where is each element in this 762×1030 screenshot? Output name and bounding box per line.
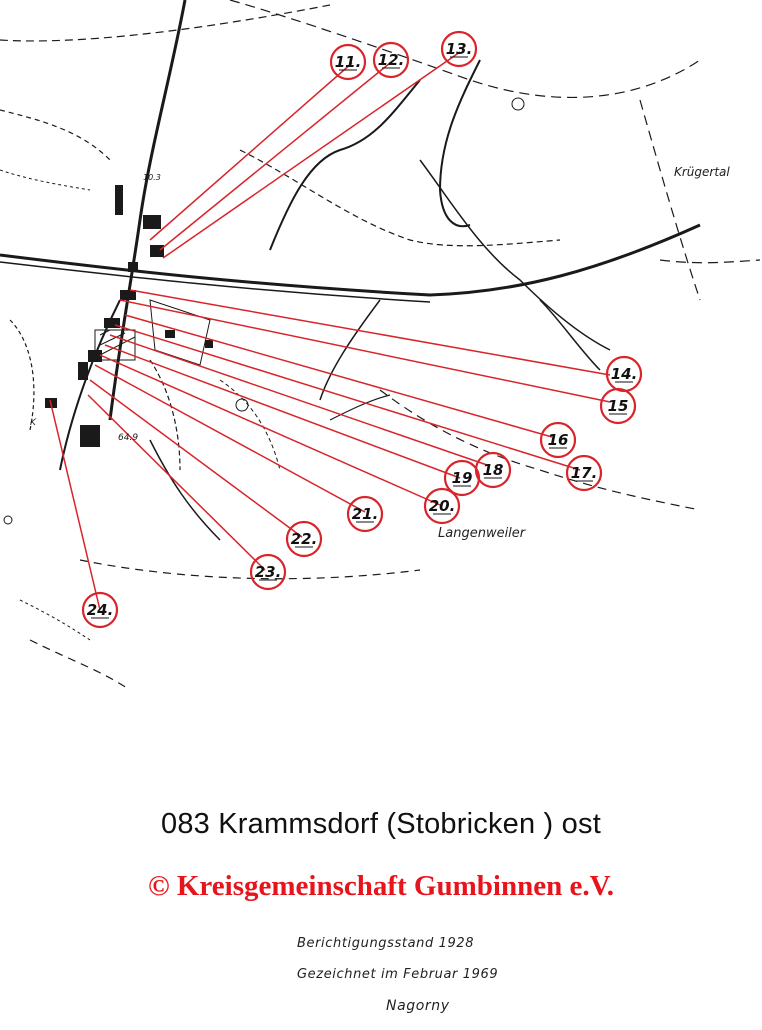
marker-number: 20. — [428, 497, 456, 515]
marker-number: 12. — [377, 51, 405, 69]
place-label-langenweiler: Langenweiler — [438, 526, 526, 541]
marker-number: 13. — [445, 40, 473, 58]
copyright-notice: © Kreisgemeinschaft Gumbinnen e.V. — [147, 870, 615, 902]
marker-number: 15 — [607, 397, 629, 415]
place-label-kruegertal: Krügertal — [674, 165, 730, 179]
revision-status: Berichtigungsstand 1928 — [297, 936, 475, 951]
drawn-date: Gezeichnet im Februar 1969 — [297, 967, 499, 982]
connector-lines — [50, 52, 610, 610]
marker-number: 16 — [547, 431, 569, 449]
author-signature: Nagorny — [386, 998, 450, 1014]
marker-number: 21. — [351, 505, 379, 523]
letter-label-k: K — [30, 418, 36, 428]
map-caption: 083 Krammsdorf (Stobricken ) ost — [161, 808, 601, 840]
marker-number: 18 — [482, 461, 504, 479]
marker-number: 17. — [570, 464, 598, 482]
marker-number: 11. — [334, 53, 362, 71]
marker-number: 23. — [254, 563, 282, 581]
marker-number: 14. — [610, 365, 638, 383]
elevation-label-top: 10.3 — [143, 173, 161, 182]
marker-number: 19 — [451, 469, 473, 487]
elevation-label-bottom: 64.9 — [118, 433, 139, 443]
marker-number: 22. — [290, 530, 318, 548]
marker-group — [83, 32, 641, 627]
hatched-areas — [4, 98, 524, 524]
marker-number: 24. — [86, 601, 114, 619]
